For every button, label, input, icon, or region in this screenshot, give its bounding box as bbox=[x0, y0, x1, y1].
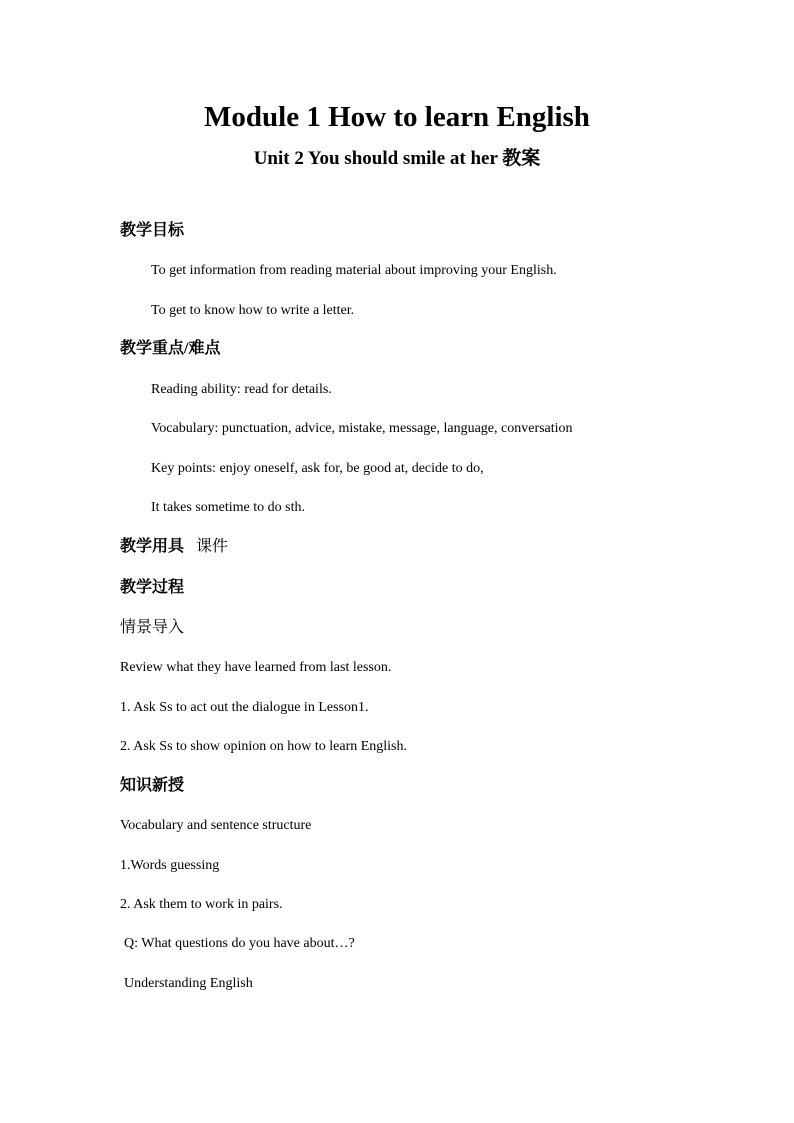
key-points-line: Reading ability: read for details. bbox=[151, 382, 332, 397]
materials-row bbox=[120, 536, 228, 558]
key-points-heading: 教学重点/难点 bbox=[120, 340, 221, 357]
new-knowledge-line: Vocabulary and sentence structure bbox=[120, 818, 312, 833]
document-subtitle: Unit 2 You should smile at her 教案 bbox=[253, 148, 541, 169]
materials-heading: 教学用具 bbox=[120, 538, 185, 555]
objectives-heading: 教学目标 bbox=[120, 222, 185, 239]
process-heading: 教学过程 bbox=[120, 579, 185, 596]
new-knowledge-heading: 知识新授 bbox=[120, 777, 185, 794]
intro-label: 情景导入 bbox=[120, 619, 185, 636]
new-knowledge-subline: Understanding English bbox=[124, 976, 253, 991]
key-points-line: It takes sometime to do sth. bbox=[151, 500, 305, 515]
new-knowledge-subline: Q: What questions do you have about…? bbox=[124, 936, 355, 951]
key-points-line: Key points: enjoy oneself, ask for, be good at, decide to do, bbox=[151, 461, 484, 476]
new-knowledge-line: 2. Ask them to work in pairs. bbox=[120, 897, 283, 912]
objectives-line: To get to know how to write a letter. bbox=[151, 303, 355, 318]
intro-line: 2. Ask Ss to show opinion on how to learn English. bbox=[120, 739, 408, 754]
materials-value: 课件 bbox=[196, 538, 229, 555]
objectives-line: To get information from reading material about improving your English. bbox=[151, 263, 557, 278]
key-points-line: Vocabulary: punctuation, advice, mistake, message, language, conversation bbox=[151, 421, 573, 436]
document-title: Module 1 How to learn English bbox=[204, 101, 590, 133]
intro-line: 1. Ask Ss to act out the dialogue in Lesson1. bbox=[120, 700, 369, 715]
new-knowledge-line: 1.Words guessing bbox=[120, 858, 220, 873]
intro-line: Review what they have learned from last lesson. bbox=[120, 660, 392, 675]
